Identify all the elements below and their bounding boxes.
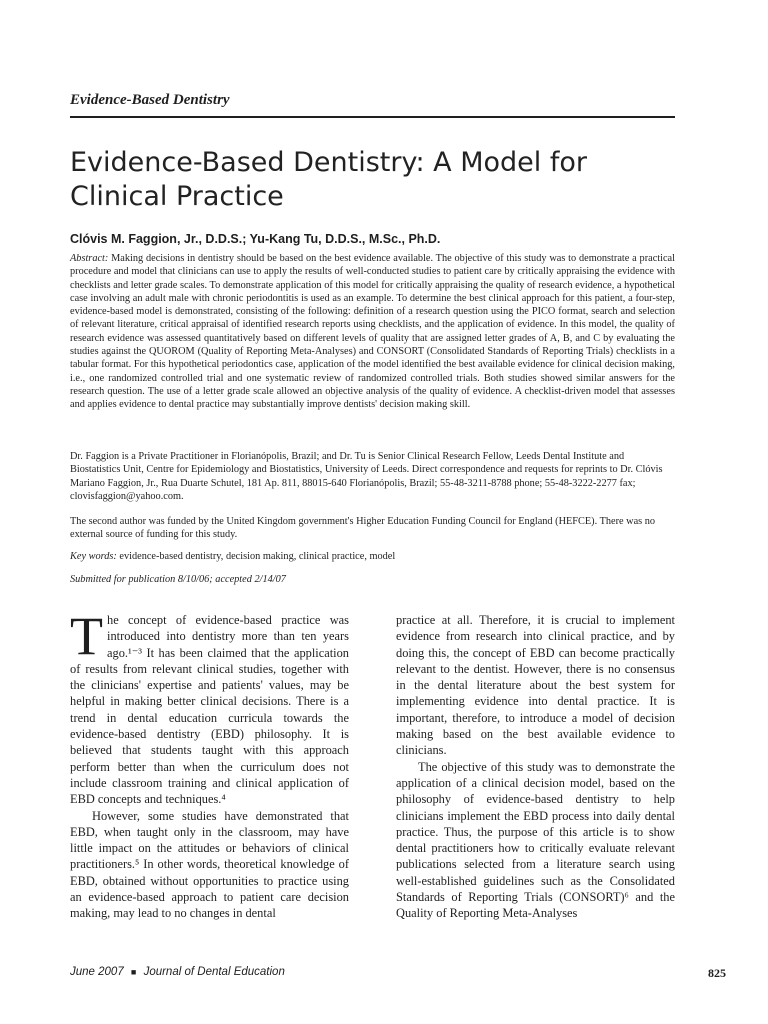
drop-cap: T xyxy=(70,606,103,666)
page-footer xyxy=(70,966,285,978)
abstract-text: Making decisions in dentistry should be based on the best evidence available. The objective of this study was to demonstrate a practical procedure and model that clinicians can use to apply the results of well-conducted studies to patient care by critically appraising the evidence with checklists and letter grade scales. To demonstrate application of this model for critically appraising the quality of research evidence, a hypothetical case involving an adult male with chronic periodontitis is used as an example. To determine the best clinical approach for this patient, a four-step, evidence-based model is demonstrated, consisting of the following: definition of a research question using the PICO format, search and selection of relevant literature, critical appraisal of identified research reports using checklists, and the application of evidence. In this model, the quality of research evidence was assessed quantitatively based on different levels of quality that are assigned letter grades of A, B, and C by evaluating the studies against the QUOROM (Quality of Reporting Meta-Analyses) and CONSORT (Consolidated Standards of Reporting Trials) checklists in a tabular format. For this hypothetical periodontics case, application of the model identified the best available evidence for clinical decision making, i.e., one randomized controlled trial and one systematic review of randomized controlled trials. Both studies showed similar answers for the research question. The use of a letter grade scale allowed an objective analysis of the quality of evidence. A checklist-driven model that assesses and applies evidence to dental practice may substantially improve dentists' decision making skill. xyxy=(70,253,675,411)
section-header: Evidence-Based Dentistry xyxy=(70,92,230,108)
body-paragraph-1 xyxy=(70,606,349,808)
keywords xyxy=(70,550,675,563)
abstract xyxy=(70,252,675,412)
footer-journal: Journal of Dental Education xyxy=(143,966,285,978)
header-rule xyxy=(70,116,675,118)
funding-note: The second author was funded by the United Kingdom government's Higher Education Funding Council for England (HEFCE). There was no external source of funding for this study. xyxy=(70,516,656,541)
footer-date: June 2007 xyxy=(70,966,124,978)
author-affiliation: Dr. Faggion is a Private Practitioner in Florianópolis, Brazil; and Dr. Tu is Senior Clinical Research Fellow, Leeds Dental Institute and Biostatistics Unit, Centre for Epidemiology and Biostatistics, University of Leeds. Direct correspondence and requests for reprints to Dr. Clóvis Mariano Faggion, Jr., Rua Duarte Schutel, 181 Ap. 811, 88015-640 Florianópolis, Brazil; 55-48-3211-8788 phone; 55-48-3222-2277 fax; clovisfaggion@yahoo.com. xyxy=(70,451,663,502)
paragraph-1-text: he concept of evidence-based practice was introduced into dentistry more than ten years ago.¹⁻³ It has been claimed that the application of results from relevant clinical studies, together with the clinicians' expertise and patients' values, may be helpful in making better clinical decisions. There is a trend in dental education curricula towards the evidence-based dentistry (EBD) philosophy. It is believed that students taught with this approach perform better than when the curriculum does not include classroom training and clinical application of EBD concepts and techniques.⁴ xyxy=(70,613,349,807)
footer-separator: ■ xyxy=(130,967,137,977)
page-number: 825 xyxy=(708,966,726,980)
body-paragraph-2: However, some studies have demonstrated that EBD, when taught only in the classroom, may have little impact on the attitudes or behaviors of clinical practitioners.⁵ In other words, theoretical knowledge of EBD, obtained without opportunities to practice using an evidence-based approach to patient care decision making, may lead to no changes in dental xyxy=(70,808,349,921)
body-column-left xyxy=(70,606,349,922)
body-paragraph-4: The objective of this study was to demonstrate the application of a clinical decision model, based on the philosophy of evidence-based dentistry to help clinicians implement the EBD process into daily dental practice. Thus, the purpose of this article is to show dental practitioners how to critically evaluate relevant publications selected from a literature search using well-established guidelines such as the Consolidated Standards of Reporting Trials (CONSORT)⁶ and the Quality of Reporting Meta-Analyses xyxy=(396,759,675,921)
body-paragraph-3: practice at all. Therefore, it is crucial to implement evidence from research into clinical practice, and by doing this, the concept of EBD can become practically relevant to the dentist. However, there is no consensus in the dental literature about the best system for implementing evidence into dental practice. It is important, therefore, to introduce a model of decision making based on the best available evidence to clinicians. xyxy=(396,613,675,758)
article-authors: Clóvis M. Faggion, Jr., D.D.S.; Yu-Kang Tu, D.D.S., M.Sc., Ph.D. xyxy=(70,232,441,246)
keywords-text: evidence-based dentistry, decision making, clinical practice, model xyxy=(119,551,396,562)
body-column-right xyxy=(396,612,675,922)
article-title: Evidence-Based Dentistry: A Model for Clinical Practice xyxy=(70,147,587,212)
keywords-label: Key words: xyxy=(70,551,117,562)
submission-dates: Submitted for publication 8/10/06; accepted 2/14/07 xyxy=(70,574,286,585)
abstract-label: Abstract: xyxy=(70,253,109,264)
